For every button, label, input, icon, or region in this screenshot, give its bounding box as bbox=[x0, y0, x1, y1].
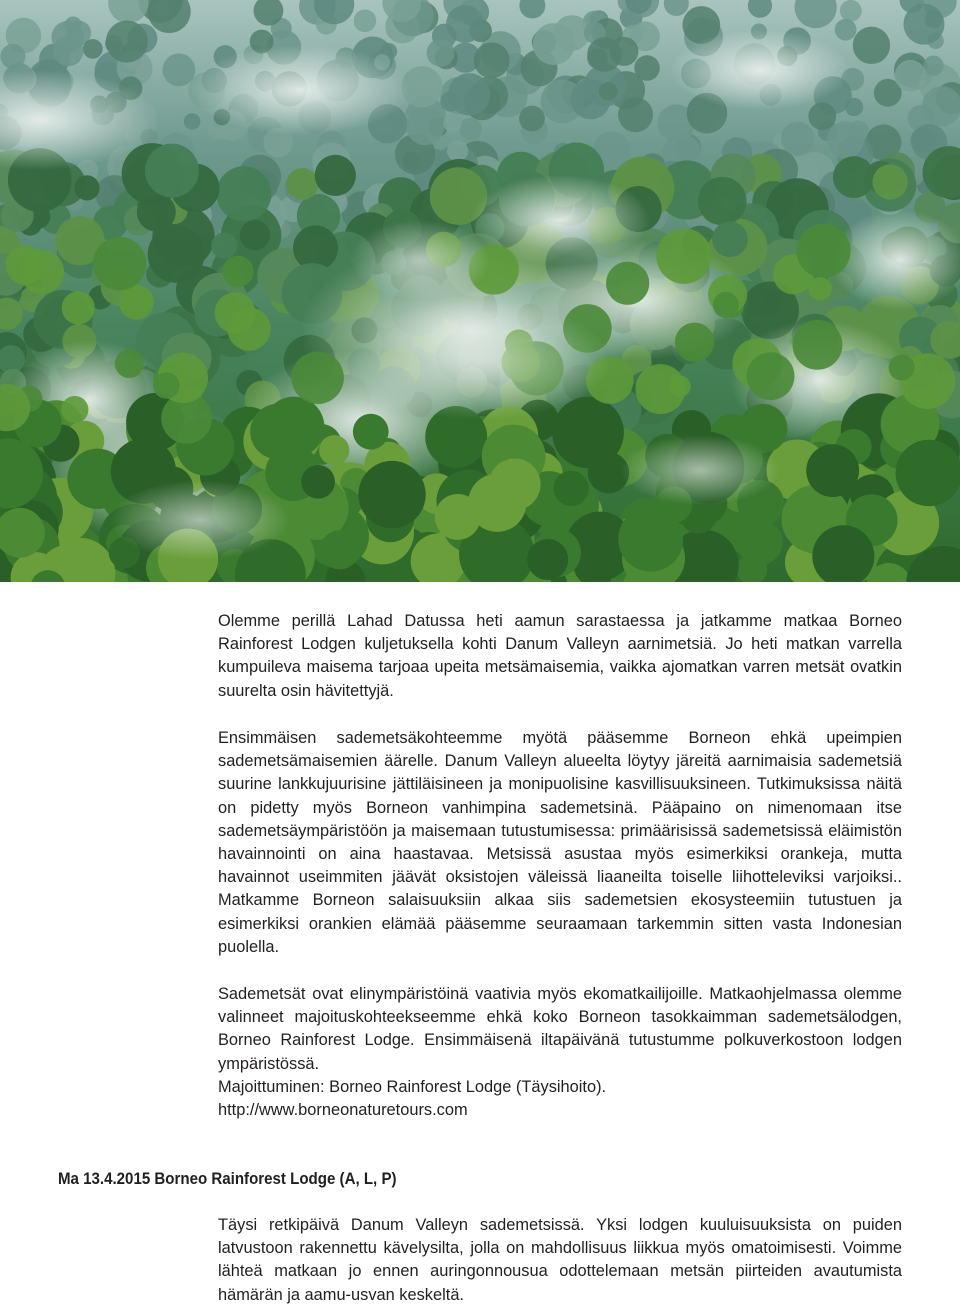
paragraph-text: Täysi retkipäivä Danum Valleyn sademetsissä. Yksi lodgen kuuluisuuksista on puiden latvustoon rakennettu kävelysilta, jolla on mahdollisuus liikkua myös omatoimisesti. Voimme lähteä matkaan jo ennen auringonnousua odottelemaan metsän piirteiden avautumista hämärän ja aamu-usvan keskeltä. bbox=[218, 1216, 902, 1304]
intro-paragraph bbox=[218, 610, 902, 703]
day-heading: Ma 13.4.2015 Borneo Rainforest Lodge (A, L, P) bbox=[58, 1170, 397, 1188]
website-link[interactable]: http://www.borneonaturetours.com bbox=[218, 1101, 468, 1120]
accommodation-line: Majoittuminen: Borneo Rainforest Lodge (Täysihoito). bbox=[218, 1077, 607, 1096]
day-description-paragraph bbox=[218, 1214, 902, 1307]
paragraph-text: Ensimmäisen sademetsäkohteemme myötä pääsemme Borneon ehkä upeimpien sademetsämaisemien äärelle. Danum Valleyn alueelta löytyy järeitä aarnimaisia sademetsiä suurine lankkujuurisine jättiläisineen ja monipuolisine kasvillisuuksineen. Tutkimuksissa näitä on pidetty myös Borneon vanhimpina sademetsinä. Pääpaino on nimenomaan itse sademetsäympäristöön ja maisemaan tutustumisessa: primäärisissä sademetsissä eläimistön havainnointi on aina haastavaa. Metsissä asustaa myös esimerkiksi orankeja, mutta havainnot useimmiten jäävät oksistojen väleissä liaaneilta toiselle liihotteleviksi varjoiksi.. Matkamme Borneon salaisuuksiin alkaa siis sademetsien ekosysteemiin tutustuen ja esimerkiksi orankien elämää pääsemme seuraamaan tarkemmin sitten vasta Indonesian puolella. bbox=[218, 729, 902, 956]
danum-valley-paragraph bbox=[218, 727, 902, 959]
lodge-paragraph bbox=[218, 983, 902, 1122]
paragraph-text: Olemme perillä Lahad Datussa heti aamun sarastaessa ja jatkamme matkaa Borneo Rainforest Lodgen kuljetuksella kohti Danum Valleyn aarnimetsiä. Jo heti matkan varrella kumpuileva maisema tarjoaa upeita metsämaisemia, vaikka ajomatkan varren metsät ovatkin suurelta osin hävitettyjä. bbox=[218, 612, 902, 700]
misty-rainforest-photo bbox=[0, 0, 960, 582]
rainforest-hero-image bbox=[0, 0, 960, 582]
paragraph-text: Sademetsät ovat elinympäristöinä vaativia myös ekomatkailijoille. Matkaohjelmassa olemme valinneet majoituskohteekseemme ehkä koko Borneon tasokkaimman sademetsälodgen, Borneo Rainforest Lodge. Ensimmäisenä iltapäivänä tutustumme polkuverkostoon lodgen ympäristössä. bbox=[218, 985, 902, 1073]
